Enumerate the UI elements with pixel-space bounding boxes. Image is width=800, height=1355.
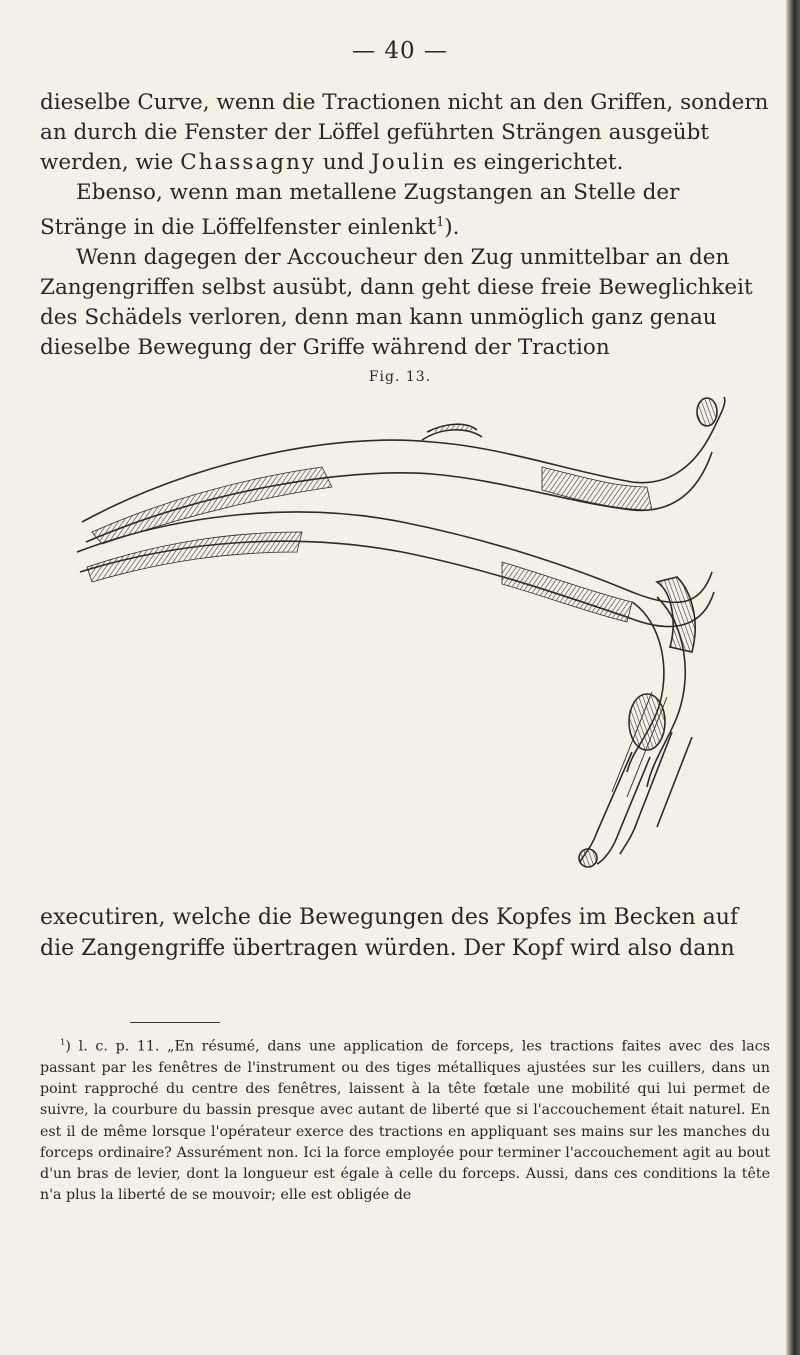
footnote-reference: 1 [436,215,445,230]
footnote-separator [130,1022,220,1023]
paragraph-4: executiren, welche die Bewegungen des Kopfes im Becken auf die Zangengriffe übertragen würden. Der Kopf wird also dann [40,905,739,961]
lock-hatching [657,577,695,652]
paragraph-2: Ebenso, wenn man metallene Zugstangen an Stelle der Stränge in die Löffelfenster einlenkt$^1$). [40,180,680,241]
page-number: — 40 — [352,38,448,64]
page-edge-shadow [786,0,800,1355]
footnote-marker: 1 [60,1038,66,1048]
footnote-text: ) l. c. p. 11. „En résumé, dans une application de forceps, les tractions faites avec des lacs passant par les fenêtres de l'instrument ou des tiges métalliques ajustées sur les cuillers, dans un point rapproché du centre des fenêtres, laissent à la tête fœtale une mobilité qui lui permet de suivre, la courbure du bassin presque avec autant de liberté que si l'accouchement était naturel. En est il de même lorsque l'opérateur exerce des tractions en appliquant ses mains sur les manches du forceps ordinaire? Assurément non. Ici la force employée pour terminer l'accouchement agit au bout d'un bras de levier, dont la longueur est égale à celle du forceps. Aussi, dans ces conditions la tête n'a plus la liberté de se mouvoir; elle est obligée de [40,1038,770,1204]
continuation-text [40,902,770,964]
figure-caption: Fig. 13. [368,369,432,385]
author-name-joulin: Joulin [371,150,447,175]
body-text [40,88,770,363]
forceps-figure [72,392,732,872]
handle-left [580,752,632,862]
footnote [40,1033,770,1206]
author-name-chassagny: Chassagny [180,150,317,175]
paragraph-3: Wenn dagegen der Accoucheur den Zug unmittelbar an den Zangengriffen selbst ausübt, dann geht diese freie Beweglichkeit des Schädels verloren, denn man kann unmöglich ganz genau dieselbe Bewegung der Griffe während der Traction [40,245,753,361]
paragraph-1: dieselbe Curve, wenn die Tractionen nicht an den Griffen, sondern an durch die Fenster der Löffel geführten Strängen ausgeübt werden, wie Chassagny und Joulin es eingerichtet. [40,90,769,175]
